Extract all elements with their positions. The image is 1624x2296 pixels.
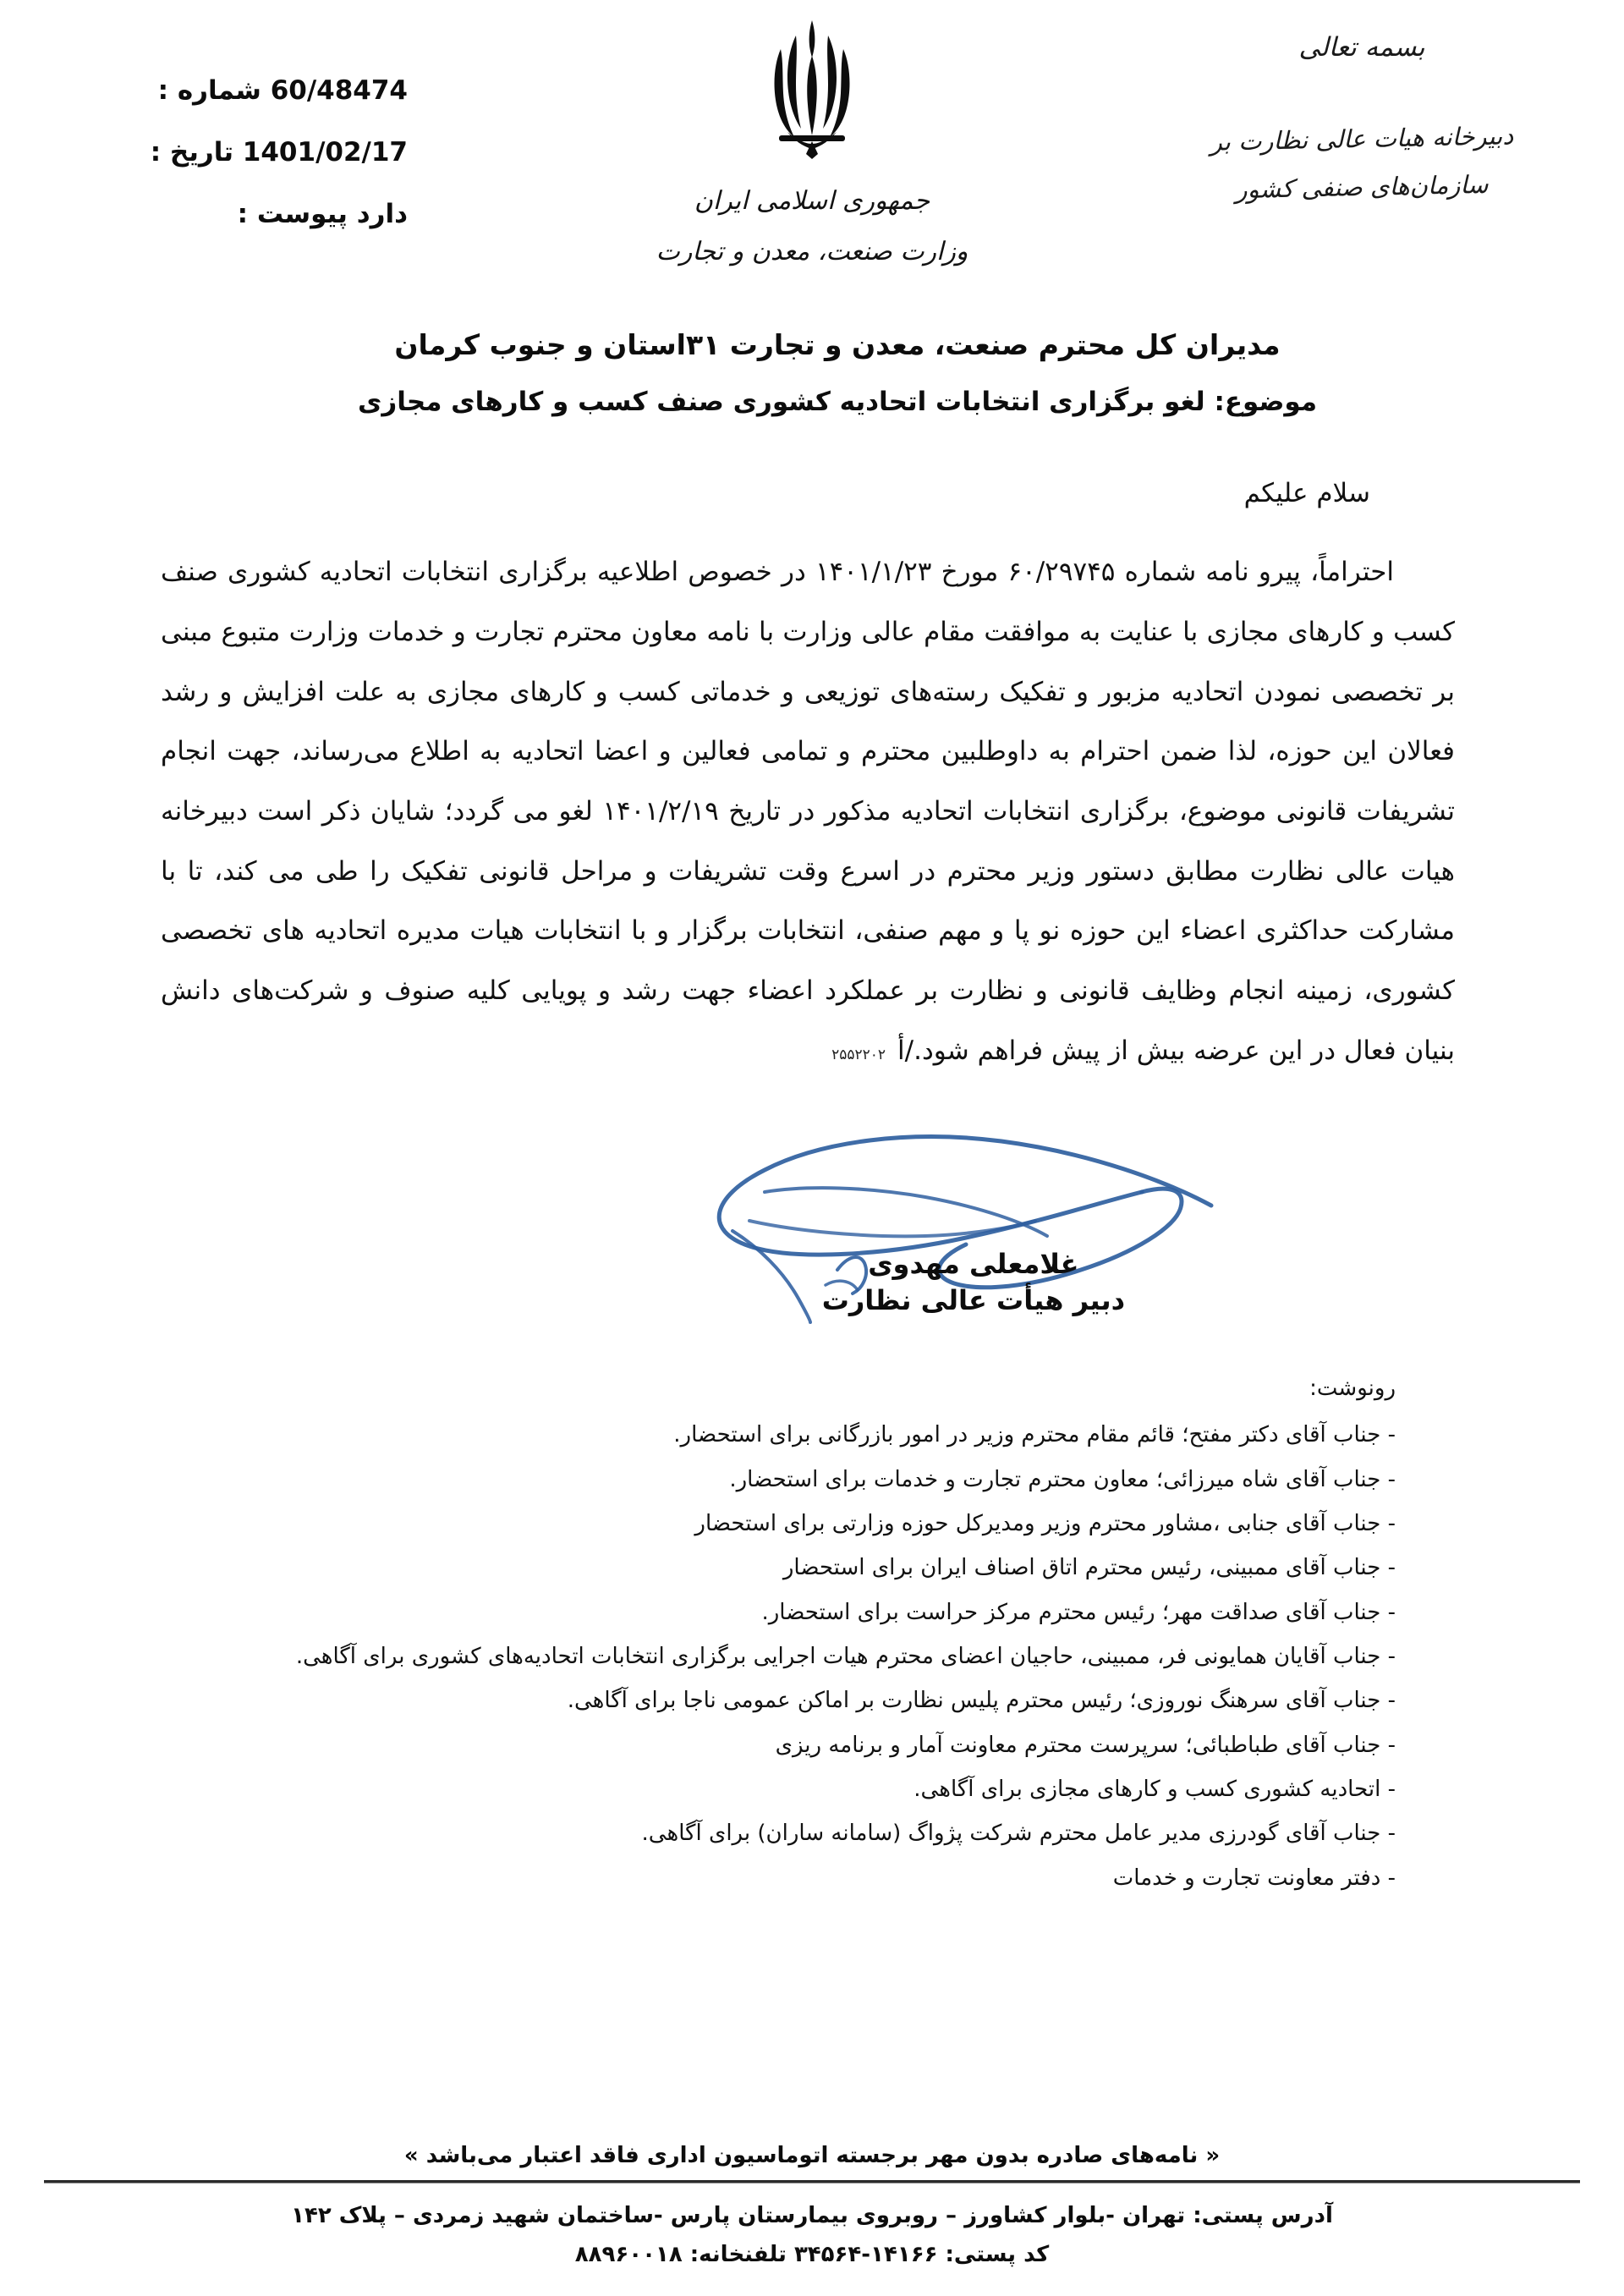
letter-meta-block bbox=[95, 75, 408, 263]
letter-date-row bbox=[95, 137, 408, 168]
letter-attachment-value: دارد bbox=[356, 199, 408, 229]
footer-address: آدرس پستی: تهران -بلوار کشاورز – روبروی بیمارستان پارس -ساختمان شهید زمردی – پلاک ۱۴۲ bbox=[291, 2203, 1333, 2228]
tracking-code: ۲۵۵۲۲۰۲ bbox=[831, 1046, 886, 1063]
cc-item: - جناب آقای سرهنگ نوروزی؛ رئیس محترم پلیس نظارت بر اماکن عمومی ناجا برای آگاهی. bbox=[567, 1688, 1396, 1714]
iran-emblem-icon bbox=[749, 8, 875, 159]
body-paragraph bbox=[161, 542, 1455, 1080]
letter-header bbox=[0, 0, 1624, 305]
addressing-block bbox=[0, 323, 1624, 422]
supervisory-board-masthead bbox=[1180, 32, 1544, 211]
cc-item: - جناب آقای گودرزی مدیر عامل محترم شرکت پژواگ (سامانه ساران) برای آگاهی. bbox=[641, 1821, 1396, 1847]
cc-item: - جناب آقای صداقت مهر؛ رئیس محترم مرکز حراست برای استحضار. bbox=[761, 1599, 1396, 1625]
cc-heading: رونوشت: bbox=[1309, 1376, 1396, 1402]
cc-item: - اتحادیه کشوری کسب و کارهای مجازی برای آگاهی. bbox=[914, 1776, 1396, 1802]
letter-footer bbox=[0, 2143, 1624, 2274]
cc-item: - جناب آقایان همایونی فر، ممبینی، حاجیان اعضای محترم هیات اجرایی برگزاری انتخابات اتحادیه‌های کشوری برای آگاهی. bbox=[295, 1643, 1396, 1669]
cc-item: - جناب آقای جنابی ،مشاور محترم وزیر ومدیرکل حوزه وزارتی برای استحضار bbox=[694, 1511, 1396, 1537]
org-line-2: سازمان‌های صنفی کشور bbox=[1235, 169, 1489, 204]
footer-validity-note: « نامه‌های صادره بدون مهر برجسته اتوماسیون اداری فاقد اعتبار می‌باشد » bbox=[403, 2143, 1221, 2168]
besmeh-taali-text: بسمه تعالی bbox=[1298, 32, 1425, 63]
ministry-line-1: جمهوری اسلامی ایران bbox=[694, 186, 930, 216]
footer-divider bbox=[44, 2180, 1580, 2183]
cc-item: - جناب آقای ممبینی، رئیس محترم اتاق اصناف ایران برای استحضار bbox=[782, 1555, 1396, 1581]
signatory-name: غلامعلی مهدوی bbox=[868, 1248, 1079, 1281]
ministry-masthead bbox=[617, 8, 1007, 277]
cc-item: - جناب آقای شاه میرزائی؛ معاون محترم تجارت و خدمات برای استحضار. bbox=[729, 1466, 1396, 1492]
letter-number-value: 60/48474 bbox=[270, 75, 408, 106]
letter-attachment-label: پیوست : bbox=[237, 199, 348, 229]
letter-number-label: شماره : bbox=[157, 75, 261, 106]
signature-area bbox=[0, 1104, 1624, 1366]
letter-date-value: 1401/02/17 bbox=[242, 137, 408, 168]
subject-line: موضوع: لغو برگزاری انتخابات اتحادیه کشوری صنف کسب و کارهای مجازی bbox=[357, 387, 1318, 418]
body-paragraph-text: احتراماً، پیرو نامه شماره ۶۰/۲۹۷۴۵ مورخ ۱۴۰۱/۱/۲۳ در خصوص اطلاعیه برگزاری انتخابات اتحادیه کشوری صنف کسب و کارهای مجازی با عنایت به موافقت مقام عالی وزارت با نامه معاون محترم تجارت و خدمات وزارت متبوع مبنی بر تخصصی نمودن اتحادیه مزبور و تفکیک رسته‌های توزیعی و خدماتی کسب و کارهای مجازی به علت افزایش و رشد فعالان این حوزه، لذا ضمن احترام به داوطلبین محترم و تمامی فعالین و اعضا اتحادیه به اطلاع می‌رساند، جهت انجام تشریفات قانونی موضوع، برگزاری انتخابات اتحادیه مذکور در تاریخ ۱۴۰۱/۲/۱۹ لغو می گردد؛ شایان ذکر است دبیرخانه هیات عالی نظارت مطابق دستور وزیر محترم در اسرع وقت تشریفات و مراحل قانونی تفکیک را طی می کند، تا با مشارکت حداکثری اعضاء این حوزه نو پا و مهم صنفی، انتخابات برگزار و با انتخابات هیات مدیره اتحادیه های تخصصی کشوری، زمینه انجام وظایف قانونی و نظارت بر عملکرد اعضاء جهت رشد و پویایی کلیه صنوف و شرکت‌های دانش بنیان فعال در این عرضه بیش از پیش فراهم شود./أ bbox=[161, 557, 1455, 1066]
org-line-1: دبیرخانه هیات عالی نظارت بر bbox=[1210, 121, 1514, 157]
addressee-line: مدیران کل محترم صنعت، معدن و تجارت ۳۱استان و جنوب کرمان bbox=[394, 328, 1281, 361]
letter-attachment-row bbox=[95, 201, 408, 228]
cc-item: - جناب آقای دکتر مفتح؛ قائم مقام محترم وزیر در امور بازرگانی برای استحضار. bbox=[673, 1422, 1396, 1448]
cc-item: - جناب آقای طباطبائی؛ سرپرست محترم معاونت آمار و برنامه ریزی bbox=[775, 1732, 1396, 1758]
signatory-title: دبیر هیأت عالی نظارت bbox=[821, 1284, 1125, 1317]
letter-number-row bbox=[95, 75, 408, 106]
ministry-line-2: وزارت صنعت، معدن و تجارت bbox=[656, 237, 968, 266]
letter-date-label: تاریخ : bbox=[150, 137, 233, 168]
cc-item: - دفتر معاونت تجارت و خدمات bbox=[1112, 1865, 1396, 1891]
footer-contact: کد پستی: ۱۴۱۶۶-۳۴۵۶۴ تلفنخانه: ۸۸۹۶۰۰۱۸ bbox=[574, 2241, 1050, 2267]
salutation-text: سلام علیکم bbox=[1243, 478, 1370, 509]
signature-name-block bbox=[822, 1246, 1125, 1319]
body-paragraph-block bbox=[161, 542, 1455, 1080]
cc-block bbox=[178, 1370, 1396, 1898]
